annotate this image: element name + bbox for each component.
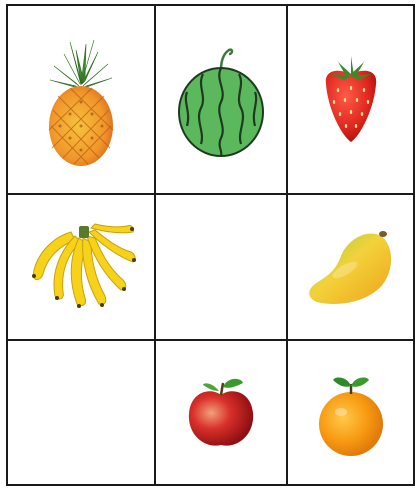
orange-icon [311, 368, 391, 458]
grid-cell [8, 195, 154, 339]
mango-icon [301, 222, 401, 312]
grid-cell [288, 6, 413, 193]
banana-bunch-icon [21, 212, 141, 322]
grid-cell [288, 341, 413, 484]
grid-cell [288, 195, 413, 339]
pineapple-icon [36, 30, 126, 170]
apple-icon [181, 373, 261, 453]
grid-cell-empty [156, 195, 286, 339]
watermelon-icon [171, 40, 271, 160]
grid-line-right [413, 4, 415, 486]
strawberry-icon [316, 50, 386, 150]
grid-cell-empty [8, 341, 154, 484]
grid-cell [8, 6, 154, 193]
grid-cell [156, 341, 286, 484]
grid-line-bottom [6, 484, 415, 486]
grid-cell [156, 6, 286, 193]
